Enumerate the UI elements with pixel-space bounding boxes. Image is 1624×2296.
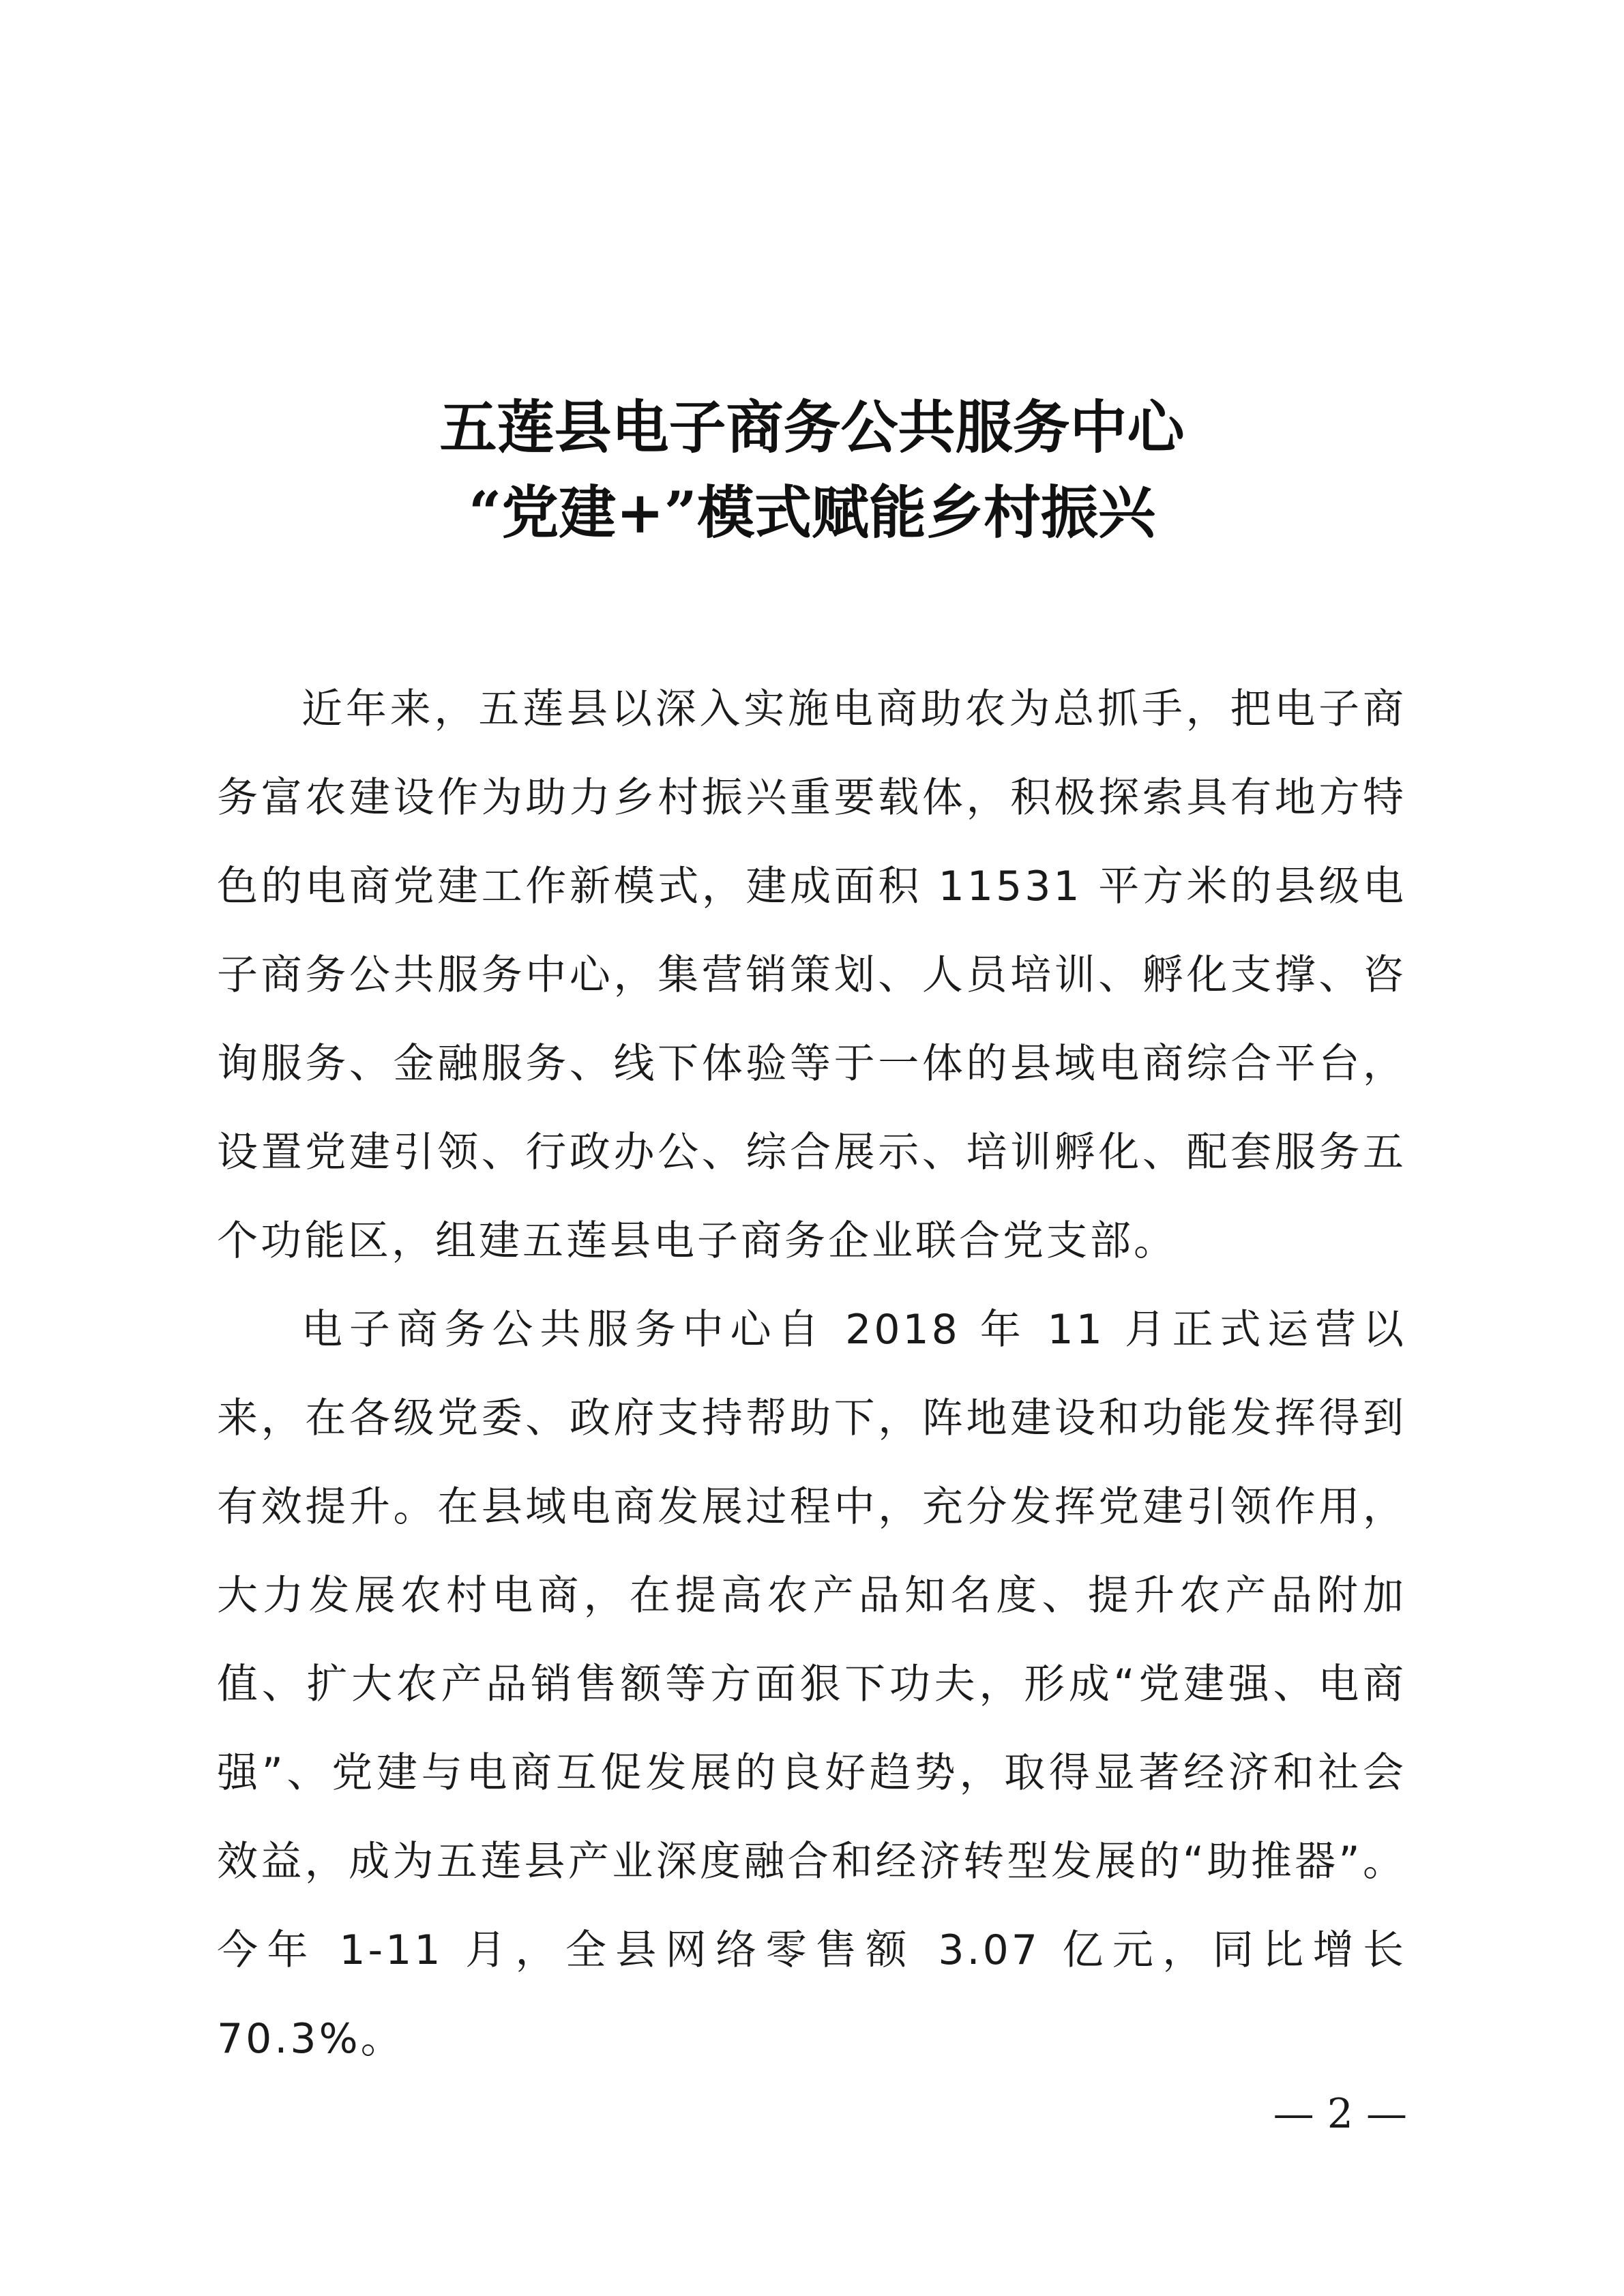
document-title-line-2: “党建+”模式赋能乡村振兴	[468, 479, 1156, 546]
document-body	[217, 665, 1406, 2083]
document-title-line-1: 五莲县电子商务公共服务中心	[439, 393, 1185, 461]
body-paragraph-1: 近年来，五莲县以深入实施电商助农为总抓手，把电子商务富农建设作为助力乡村振兴重要载体，积极探索具有地方特色的电商党建工作新模式，建成面积 11531 平方米的县级电子商务公共服务中心，集营销策划、人员培训、孵化支撑、咨询服务、金融服务、线下体验等于一体的县域电商综合平台，设置党建引领、行政办公、综合展示、培训孵化、配套服务五个功能区，组建五莲县电子商务企业联合党支部。	[217, 685, 1406, 1265]
page-number: — 2 —	[1273, 2090, 1407, 2138]
body-paragraph-2: 电子商务公共服务中心自 2018 年 11 月正式运营以来，在各级党委、政府支持帮助下，阵地建设和功能发挥得到有效提升。在县域电商发展过程中，充分发挥党建引领作用，大力发展农村电商，在提高农产品知名度、提升农产品附加值、扩大农产品销售额等方面狠下功夫，形成“党建强、电商强”、党建与电商互促发展的良好趋势，取得显著经济和社会效益，成为五莲县产业深度融合和经济转型发展的“助推器”。今年 1-11 月，全县网络零售额 3.07 亿元，同比增长 70.3%。	[217, 1306, 1406, 2063]
